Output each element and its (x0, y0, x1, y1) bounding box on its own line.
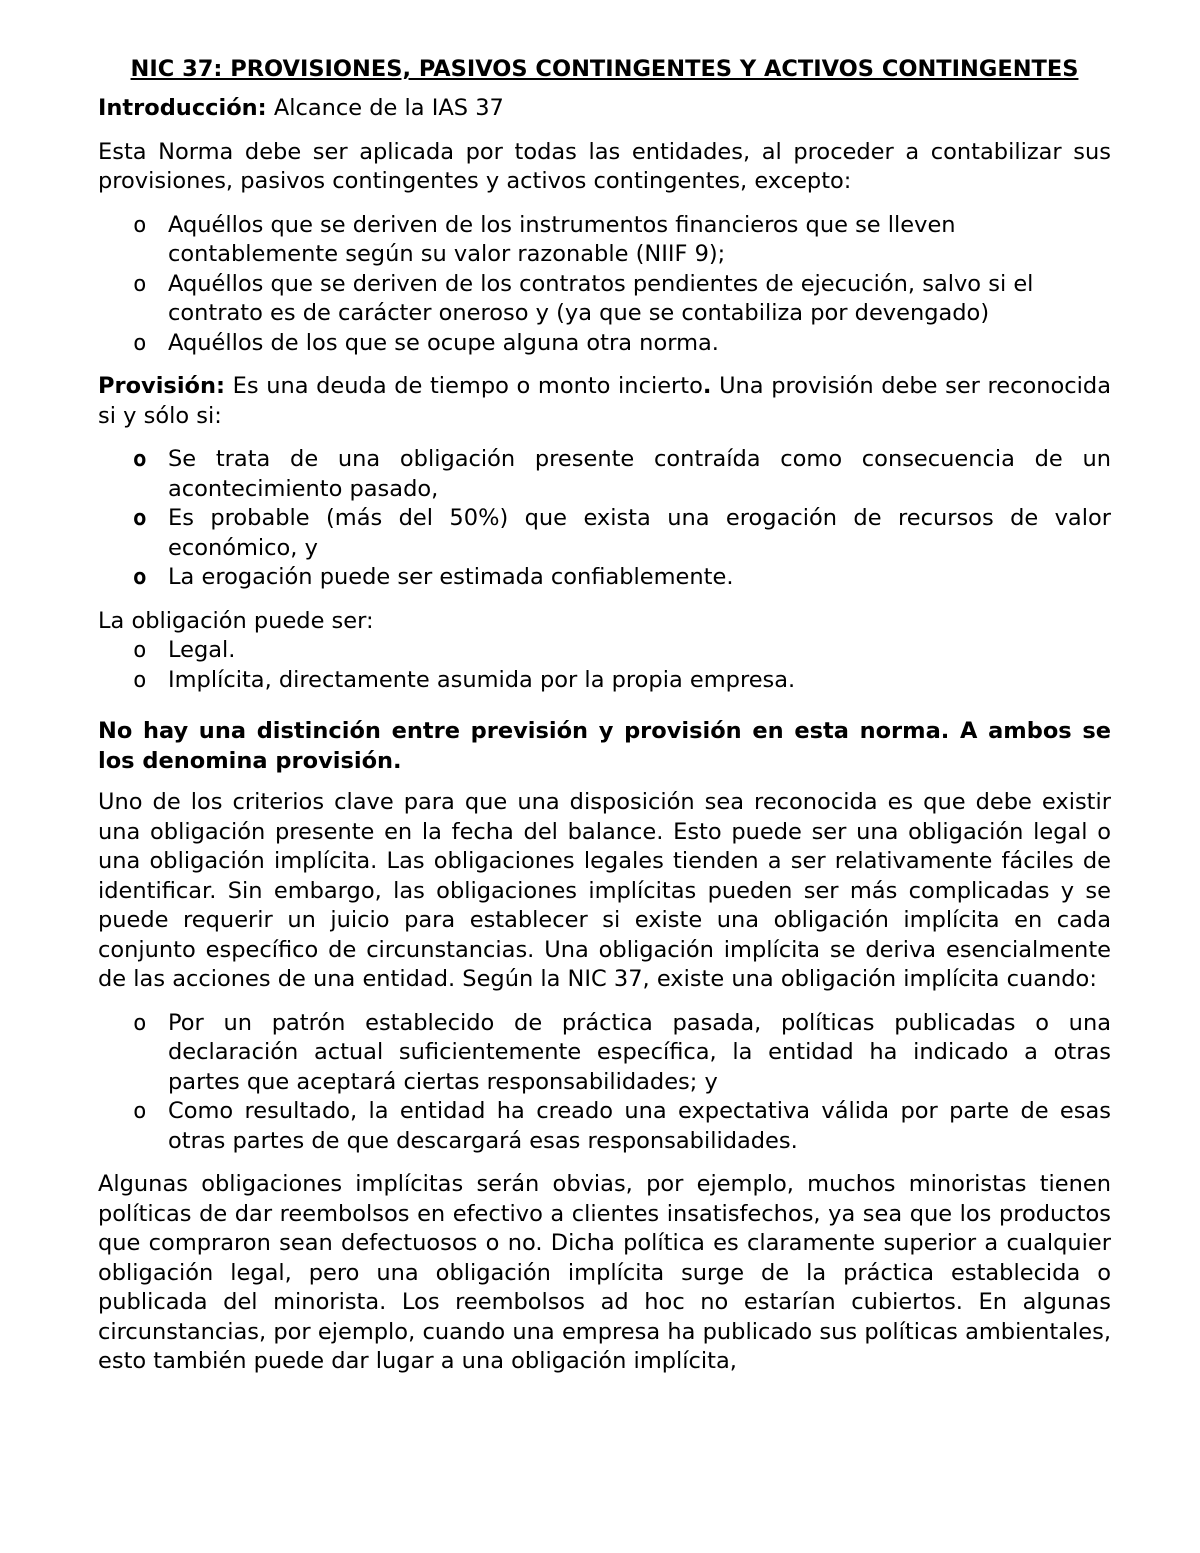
list-item: o Aquéllos que se deriven de los contratos pendientes de ejecución, salvo si el contrato es de carácter oneroso y (ya que se contabiliza por devengado) (133, 270, 1034, 326)
scope-exceptions-list (98, 211, 1111, 359)
list-item: o Se trata de una obligación presente contraída como consecuencia de un acontecimiento pasado, (133, 446, 1111, 502)
provision-conditions-list (98, 445, 1111, 593)
intro-text: Alcance de la IAS 37 (266, 95, 504, 121)
bold-hollow-bullet-icon: o (133, 564, 147, 590)
scope-paragraph: Esta Norma debe ser aplicada por todas las entidades, al proceder a contabilizar sus provisiones, pasivos contingentes y activos contingentes, excepto: (98, 138, 1111, 194)
list-item: o Aquéllos que se deriven de los instrumentos financieros que se lleven contablemente según su valor razonable (NIIF 9); (133, 211, 956, 267)
criteria-paragraph: Uno de los criterios clave para que una disposición sea reconocida es que debe existir una obligación presente en la fecha del balance. Esto puede ser una obligación legal o una obligación implícita. Las obligaciones legales tienden a ser relativamente fáciles de identificar. Sin embargo, las obligaciones implícitas pueden ser más complicadas y se puede requerir un juicio para establecer si existe una obligación implícita en cada conjunto específico de circunstancias. Una obligación implícita se deriva esencialmente de las acciones de una entidad. Según la NIC 37, existe una obligación implícita cuando: (98, 789, 1111, 992)
list-item: o Por un patrón establecido de práctica pasada, políticas publicadas o una declaración actual suficientemente específica, la entidad ha indicado a otras partes que aceptará ciertas responsabilidades; y (133, 1009, 1111, 1095)
obligation-heading: La obligación puede ser: (98, 607, 374, 634)
intro-line (98, 94, 1111, 124)
provision-label: Provisión: (98, 373, 226, 399)
hollow-bullet-icon: o (133, 211, 147, 238)
obligation-types-list (98, 636, 1111, 695)
bold-hollow-bullet-icon: o (133, 505, 147, 531)
document-title: NIC 37: PROVISIONES, PASIVOS CONTINGENTES Y ACTIVOS CONTINGENTES (130, 56, 1079, 82)
list-item: o Aquéllos de los que se ocupe alguna otra norma. (98, 329, 1111, 359)
bold-note: No hay una distinción entre previsión y provisión en esta norma. A ambos se los denomina provisión. (98, 718, 1111, 774)
list-item: o Legal. (98, 636, 1111, 666)
list-item: o La erogación puede ser estimada confiablemente. (98, 563, 1111, 593)
hollow-bullet-icon: o (133, 637, 147, 663)
examples-paragraph: Algunas obligaciones implícitas serán obvias, por ejemplo, muchos minoristas tienen políticas de dar reembolsos en efectivo a clientes insatisfechos, ya sea que los productos que compraron sean defectuosos o no. Dicha política es claramente superior a cualquier obligación legal, pero una obligación implícita surge de la práctica establecida o publicada del minorista. Los reembolsos ad hoc no estarían cubiertos. En algunas circunstancias, por ejemplo, cuando una empresa ha publicado sus políticas ambientales, esto también puede dar lugar a una obligación implícita, (98, 1171, 1111, 1374)
list-item: o Implícita, directamente asumida por la propia empresa. (98, 666, 1111, 696)
provision-paragraph: Provisión: Es una deuda de tiempo o monto incierto. Una provisión debe ser reconocida si y sólo si: (98, 373, 1111, 429)
bold-hollow-bullet-icon: o (133, 446, 147, 472)
list-item: o Como resultado, la entidad ha creado una expectativa válida por parte de esas otras partes de que descargará esas responsabilidades. (133, 1098, 1111, 1154)
implicit-conditions-list (98, 1009, 1111, 1157)
intro-label: Introducción: (98, 95, 267, 121)
list-item: o Es probable (más del 50%) que exista una erogación de recursos de valor económico, y (133, 505, 1111, 561)
hollow-bullet-icon: o (133, 270, 147, 297)
hollow-bullet-icon: o (133, 1098, 147, 1124)
document-page (98, 52, 1111, 1391)
hollow-bullet-icon: o (133, 329, 147, 356)
hollow-bullet-icon: o (133, 666, 147, 693)
hollow-bullet-icon: o (133, 1009, 147, 1036)
